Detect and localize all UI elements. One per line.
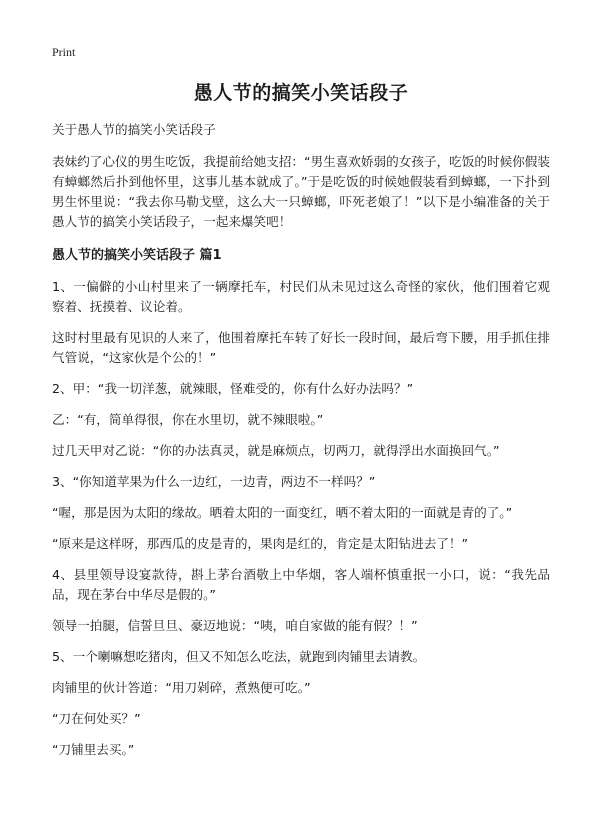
paragraph: 4、县里领导设宴款待，斟上茅台酒敬上中华烟，客人端杯慎重抿一小口，说：“我先品品，现在茅台中华尽是假的。” (52, 567, 550, 602)
paragraph: 肉铺里的伙计答道：“用刀剁碎，煮熟便可吃。” (52, 680, 311, 695)
print-link[interactable]: Print (52, 45, 76, 59)
paragraph: 1、一偏僻的小山村里来了一辆摩托车，村民们从未见过这么奇怪的家伙，他们围着它观察着、抚摸着、议论着。 (52, 279, 550, 314)
paragraph: “刀在何处买？” (52, 711, 141, 726)
paragraph: “原来是这样呀，那西瓜的皮是青的，果肉是红的，肯定是太阳钻进去了！” (52, 536, 469, 551)
intro-paragraph: 表妹约了心仪的男生吃饭，我提前给她支招：“男生喜欢娇弱的女孩子，吃饭的时候你假装有蟑螂然后扑到他怀里，这事儿基本就成了。”于是吃饭的时候她假装看到蟑螂，一下扑到男生怀里说：“我去你马勒戈壁，这么大一只蟑螂，吓死老娘了！”以下是小编准备的关于愚人节的搞笑小笑话段子，一起来爆笑吧！ (52, 154, 550, 229)
document-title: 愚人节的搞笑小笑话段子 (193, 82, 409, 104)
paragraph: 乙：“有，简单得很，你在水里切，就不辣眼啦。” (52, 412, 324, 427)
paragraph: 领导一拍腿，信誓旦旦、豪迈地说：“咦，咱自家做的能有假？！” (52, 618, 418, 633)
paragraph: 5、一个喇嘛想吃猪肉，但又不知怎么吃法，就跑到肉铺里去请教。 (52, 649, 426, 664)
paragraph: 这时村里最有见识的人来了，他围着摩托车转了好长一段时间，最后弯下腰，用手抓住排气管说，“这家伙是个公的！” (52, 330, 550, 365)
paragraph: 3、“你知道苹果为什么一边红，一边青，两边不一样吗？” (52, 474, 376, 489)
document-subtitle: 关于愚人节的搞笑小笑话段子 (52, 122, 216, 137)
paragraph: 2、甲：“我一切洋葱，就辣眼，怪难受的，你有什么好办法吗？” (52, 381, 414, 396)
paragraph: “刀铺里去买。” (52, 742, 135, 757)
paragraph: “喔，那是因为太阳的缘故。晒着太阳的一面变红，晒不着太阳的一面就是青的了。” (52, 505, 513, 520)
section-heading: 愚人节的搞笑小笑话段子 篇1 (52, 248, 222, 263)
paragraph: 过几天甲对乙说：“你的办法真灵，就是麻烦点，切两刀，就得浮出水面换回气。” (52, 443, 500, 458)
